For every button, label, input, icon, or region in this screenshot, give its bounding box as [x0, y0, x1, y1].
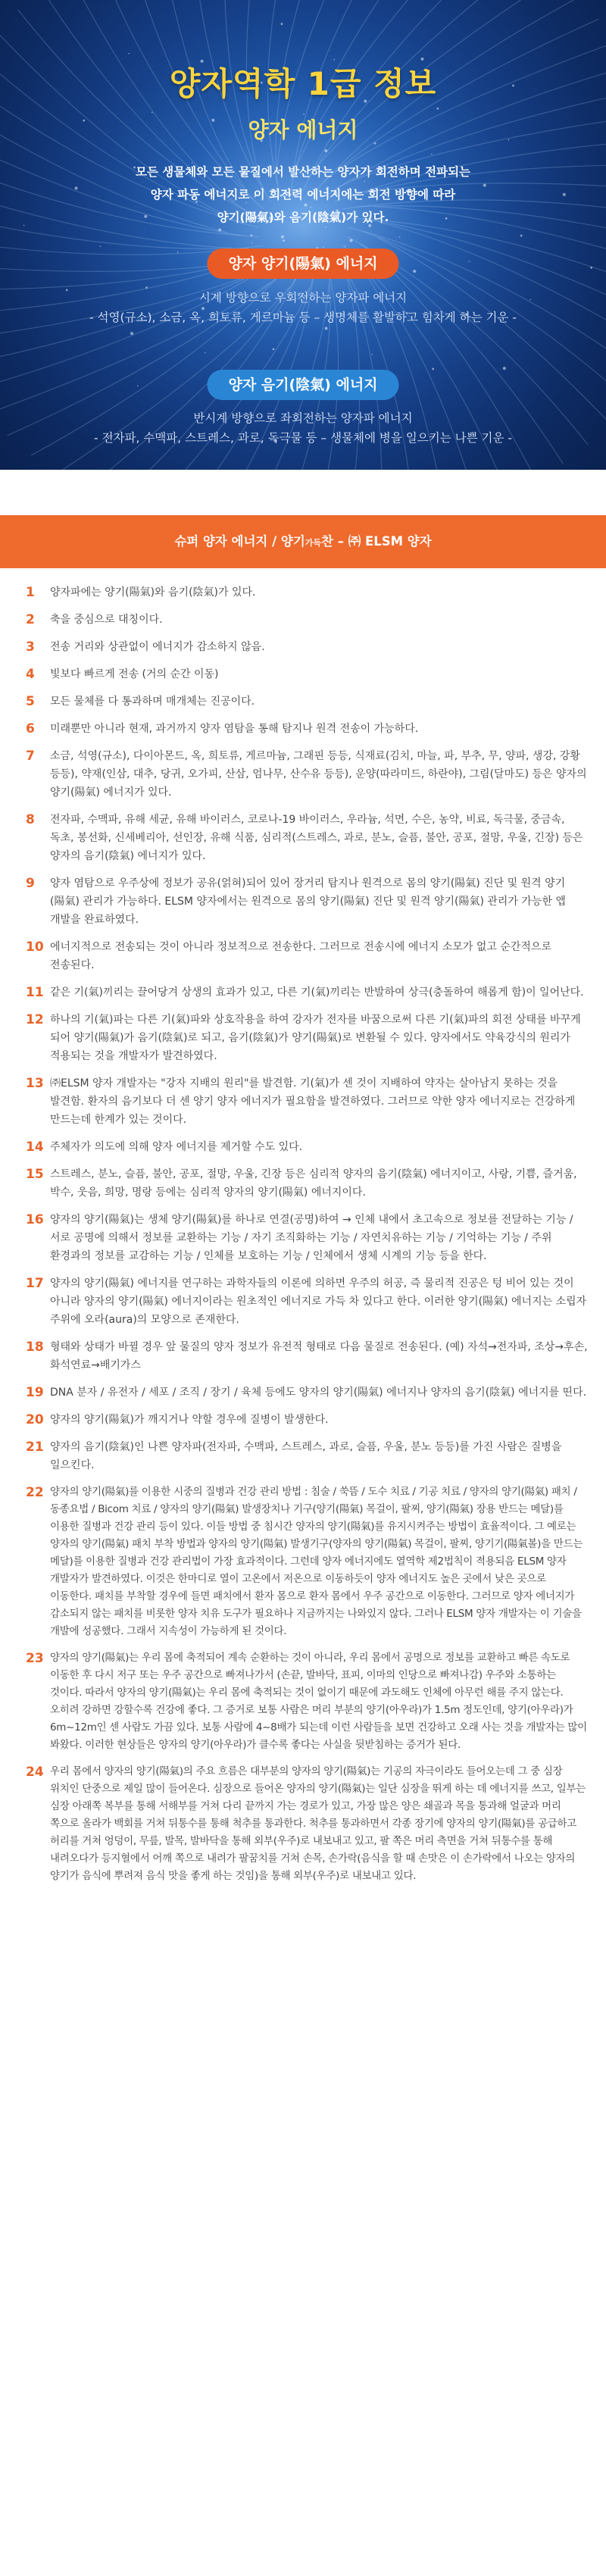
item-number: 8 — [26, 812, 35, 827]
banner-text-prefix: 슈퍼 양자 에너지 / 양기 — [174, 534, 305, 549]
item-text: 양자 염탐으로 우주상에 정보가 공유(얽혀)되어 있어 장거리 탐지나 원격으로 몸의 양기(陽氣) 진단 및 원격 양기(陽氣) 관리가 가능하다. ELSM 양자에서는 원격으로 몸의 양기(陽氣) 진단 및 원격 양기(陽氣) 관리가 가능한 앱 개발을 완료하였다. — [50, 877, 566, 926]
yang-description-line: - 석영(규소), 소금, 옥, 희토류, 게르마늄 등 – 생명체를 활발하고 힘차게 하는 기운 - — [89, 311, 517, 324]
sparkle-dot — [399, 236, 401, 238]
sparkle-dot — [349, 239, 352, 242]
list-item — [17, 1411, 592, 1429]
hero-description-line: 모든 생물체와 모든 물질에서 발산하는 양자가 회전하며 전파되는 — [135, 165, 471, 179]
eum-description-line: - 전자파, 수맥파, 스트레스, 과로, 독극물 등 – 생물체에 병을 일으키는 나쁜 기운 - — [94, 431, 512, 445]
list-item — [17, 1011, 592, 1065]
item-text: 양자의 양기(陽氣)는 생체 양기(陽氣)를 하나로 연결(공명)하여 → 인체 내에서 초고속으로 정보를 전달하는 기능 / 서로 공명에 의해서 정보를 교환하는 기능 / 자기 조직화하는 기능 / 자연치유하는 기능 / 기억하는 기능 / 주위 환경과의 정보를 교감하는 기능 / 인체를 보호하는 기능 / 인체에서 생체 시계의 기능 등을 한다. — [50, 1214, 573, 1262]
sparkle-dot — [273, 348, 275, 350]
item-number: 20 — [26, 1412, 44, 1427]
item-text: 같은 기(氣)끼리는 끌어당겨 상생의 효과가 있고, 다른 기(氣)끼리는 반발하여 상극(충돌하여 해롭게 함)이 일어난다. — [50, 986, 584, 999]
item-number: 11 — [26, 985, 44, 1000]
item-text: 형태와 상태가 바뀔 경우 앞 물질의 양자 정보가 유전적 형태로 다음 물질로 전송된다. (예) 자석→전자파, 조상→후손, 화석연료→배기가스 — [50, 1341, 588, 1371]
sparkle-dot — [324, 149, 327, 152]
item-number: 2 — [26, 612, 35, 627]
list-item — [17, 1338, 592, 1374]
eum-energy-description — [30, 408, 576, 448]
page-title: 양자역학 1급 정보 — [169, 65, 437, 102]
list-item — [17, 1274, 592, 1329]
list-item — [17, 811, 592, 865]
item-text: 축을 중심으로 대칭이다. — [50, 614, 163, 626]
item-number: 5 — [26, 694, 35, 709]
item-text: 양자의 양기(陽氣)가 깨지거나 약할 경우에 질병이 발생한다. — [50, 1414, 329, 1426]
sparkle-dot — [281, 23, 283, 25]
item-number: 24 — [26, 1765, 44, 1780]
list-item — [17, 1138, 592, 1156]
banner-text-small: 가득 — [305, 538, 322, 548]
sparkle-dot — [520, 235, 523, 237]
sparkle-dot — [371, 354, 373, 355]
hero-description-line: 양기(陽氣)와 음기(陰氣)가 있다. — [217, 211, 389, 224]
sparkle-dot — [283, 239, 285, 242]
list-item — [17, 983, 592, 1002]
eum-description-line: 반시계 방향으로 좌회전하는 양자파 에너지 — [193, 411, 413, 425]
sparkle-dot — [177, 252, 179, 253]
item-number: 16 — [26, 1212, 44, 1227]
facts-list — [17, 583, 592, 1894]
item-number: 17 — [26, 1276, 44, 1291]
item-text: 전송 거리와 상관없이 에너지가 감소하지 않음. — [50, 641, 265, 653]
list-item — [17, 665, 592, 683]
sparkle-dot — [130, 332, 133, 335]
item-text: 주체자가 의도에 의해 양자 에너지를 제거할 수도 있다. — [50, 1141, 303, 1153]
list-item — [17, 1165, 592, 1202]
list-item — [17, 874, 592, 929]
item-text: 우리 몸에서 양자의 양기(陽氣)의 주요 흐름은 대부분의 양자의 양기(陽氣)는 기공의 자극이라도 들어오는데 그 중 심장 위치인 단중으로 제일 많이 들어온다. 심장으로 들어온 양자의 양기(陽氣)는 일단 심장을 뛰게 하는 데 에너지를 쓰고, 일부는 심장 아래쪽 복부를 통해 서해부를 거쳐 다리 끝까지 가는 경로가 있고, 가장 많은 양은 쇄골과 목을 통과해 얼굴과 머리 쪽으로 올라가 백회를 거쳐 뒤통수를 통해 척추를 통과한다. 척추를 통과하면서 각종 장기에 양자의 양기(陽氣)를 공급하고 허리를 거쳐 엉덩이, 무릎, 발목, 발바닥을 통해 외부(우주)로 내보내고 있고, 팔 쪽은 머리 측면을 거쳐 뒤통수를 통해 내려오다가 등지혈에서 어깨 쪽으로 내려가 팔꿈치를 거쳐 손목, 손가락(음식을 할 때 손맛은 이 손가락에서 나오는 양자의 양기가 음식에 뿌려져 음식 맛을 좋게 하는 것임)을 통해 외부(우주)로 내보내고 있다. — [50, 1765, 586, 1882]
item-text: 소금, 석영(규소), 다이아몬드, 옥, 희토류, 게르마늄, 그래핀 등등, 식재료(김치, 마늘, 파, 부추, 무, 양파, 생강, 강황 등등), 약재(인삼, 대추, 당귀, 오가피, 산삼, 엄나무, 산수유 등등), 운양(따라미드, 하란야), 그림(달마도) 등은 양자의 양기(陽氣) 에너지가 있다. — [50, 750, 587, 799]
hero-description — [83, 161, 523, 229]
item-number: 19 — [26, 1385, 44, 1400]
item-text: 하나의 기(氣)파는 다른 기(氣)파와 상호작용을 하여 강자가 전자를 바꿈으로써 다른 기(氣)파의 회전 상태를 바꾸게 되어 양기(陽氣)가 음기(陰氣)로 되고, 음기(陰氣)가 양기(陽氣)로 변환될 수 있다. 양자에서도 약육강식의 원리가 적용되는 것을 개발자가 발견하였다. — [50, 1014, 581, 1062]
item-text: 양자의 음기(陰氣)인 나쁜 양자파(전자파, 수맥파, 스트레스, 과로, 슬픔, 우울, 분노 등등)를 가진 사람은 질병을 일으킨다. — [50, 1441, 562, 1471]
sparkle-dot — [128, 53, 130, 55]
item-text: 양자의 양기(陽氣)는 우리 몸에 축적되어 계속 순환하는 것이 아니라, 우리 몸에서 공명으로 정보를 교환하고 빠른 속도로 이동한 후 다시 저구 또는 우주 공간으로 빠져나가서 (손끝, 발바닥, 표피, 이마의 인당으로 빠져나감) 우주와 소통하는 것이다. 따라서 양자의 양기(陽氣)는 우리 몸에 축적되는 것이 없이기 때문에 과도해도 인체에 아무런 해를 주지 않는다. 오히려 강하면 강할수록 건강에 좋다. 그 증거로 보통 사람은 머리 부분의 양기(아우라)가 1.5m 정도인데, 양기(아우라)가 6m~12m인 센 사람도 가끔 있다. 보통 사람에 4~8배가 되는데 이런 사람들을 보면 건강하고 오래 사는 것을 개발자는 많이 봐왔다. 이러한 현상들은 양자의 양기(아우라)가 클수록 좋다는 사실을 뒷받침하는 증거가 된다. — [50, 1652, 587, 1751]
sparkle-dot — [323, 246, 324, 248]
sparkle-dot — [590, 267, 592, 269]
list-item — [17, 1483, 592, 1640]
section-banner — [0, 515, 606, 568]
sparkle-dot — [251, 234, 253, 236]
list-item — [17, 1383, 592, 1402]
item-number: 4 — [26, 667, 35, 682]
item-text: 미래뿐만 아니라 현재, 과거까지 양자 염탐을 통해 탐지나 원격 전송이 가능하다. — [50, 723, 419, 735]
item-text: ㈜ELSM 양자 개발자는 "강자 지배의 원리"를 발견함. 기(氣)가 센 것이 지배하여 약자는 살아남지 못하는 것을 발견함. 환자의 음기보다 더 센 양기 양자 에너지가 필요함을 발견하였다. 그러므로 약한 양자 에너지로는 건강하게 만드는데 한계가 있는 것이다. — [50, 1077, 576, 1126]
list-item — [17, 1211, 592, 1265]
item-text: 양자의 양기(陽氣) 에너지를 연구하는 과학자들의 이론에 의하면 우주의 허공, 즉 물리적 진공은 텅 비어 있는 것이 아니라 양자의 양기(陽氣) 에너지이라는 원초적인 에너지로 가득 차 있다고 한다. 이러한 양기(陽氣) 에너지는 소립자 주위에 오라(aura)의 모양으로 존재한다. — [50, 1277, 587, 1326]
list-item — [17, 720, 592, 738]
sparkle-dot — [23, 225, 25, 227]
item-number: 3 — [26, 639, 35, 655]
banner-text-suffix: 찬 – ㈜ ELSM 양자 — [321, 534, 432, 549]
sparkle-dot — [100, 245, 102, 247]
sparkle-dot — [413, 270, 416, 273]
item-number: 10 — [26, 939, 44, 955]
item-text: 양자의 양기(陽氣)를 이용한 시중의 질병과 건강 관리 방법 : 침술 / 쑥뜸 / 도수 치료 / 기공 치료 / 양자의 양기(陽氣) 패치 / 동종요법 / Bicom 치료 / 양자의 양기(陽氣) 발생장치나 기구(양기(陽氣) 목걸이, 팔찌, 양기(陽氣) 장용 반드는 메달)를 이용한 질병과 건강 관리 등이 있다. 이들 방법 중 침시간 양자의 양기(陽氣)를 유지시켜주는 방법이 효율적이다. 그 예로는 양자의 양기(陽氣) 패치 부착 방법과 양자의 양기(陽氣) 발생기구(양자의 양기(陽氣) 목걸이, 팔찌, 양기기(陽氣볼)을 만드는 메달)를 이용한 질병과 건강 관리법이 가장 효과적이다. 그런데 양자 에너지에도 열역학 제2법칙이 적용되음 ELSM 양자 개발자가 발견하였다. 이것은 한마디로 열이 고온에서 저온으로 이동하듯이 양자 에너지도 높은 곳에서 낮은 곳으로 이동한다. 패치를 부착할 경우에 들면 패치에서 환자 몸으로 환자 몸에서 우주 공간으로 이동한다. 그러므로 양자 에너지가 감소되지 않는 패치를 비롯한 양자 치유 도구가 필요하나 지금까지는 나와있지 않다. 그러나 ELSM 양자 개발자는 이 기술을 개발에 성공했다. 그래서 지속성이 가능하게 된 것이다. — [50, 1486, 583, 1637]
list-item — [17, 611, 592, 629]
item-number: 6 — [26, 721, 35, 736]
yang-energy-badge: 양자 양기(陽氣) 에너지 — [207, 249, 398, 279]
item-number: 9 — [26, 876, 35, 891]
list-item — [17, 638, 592, 656]
item-text: 스트레스, 분노, 슬픔, 불안, 공포, 절망, 우울, 긴장 등은 심리적 양자의 음기(陰氣) 에너지이고, 사랑, 기쁨, 즐거움, 박수, 웃음, 희망, 명랑 등에는 심리적 양자의 양기(陽氣) 에너지이다. — [50, 1168, 577, 1199]
list-item — [17, 1763, 592, 1885]
sparkle-dot — [469, 261, 470, 262]
list-item — [17, 1649, 592, 1754]
sparkle-dot — [436, 108, 439, 110]
item-number: 21 — [26, 1440, 44, 1455]
sparkle-dot — [563, 193, 566, 196]
list-item — [17, 938, 592, 974]
hero-banner — [0, 0, 606, 470]
sparkle-dot — [205, 352, 206, 354]
sparkle-dot — [152, 112, 153, 114]
hero-description-line: 양자 파동 에너지로 이 회전력 에너지에는 회전 방향에 따라 — [150, 188, 456, 202]
sparkle-dot — [345, 245, 346, 247]
item-number: 22 — [26, 1485, 44, 1500]
sparkle-dot — [137, 386, 139, 387]
list-item — [17, 1438, 592, 1474]
item-number: 1 — [26, 585, 35, 600]
item-number: 12 — [26, 1012, 44, 1027]
item-number: 14 — [26, 1140, 44, 1155]
item-text: 빛보다 빠르게 전송 (거의 순간 이동) — [50, 668, 219, 680]
sparkle-dot — [503, 367, 506, 370]
sparkle-dot — [218, 228, 221, 231]
yang-description-line: 시계 방향으로 우회전하는 양자파 에너지 — [198, 291, 408, 305]
list-item — [17, 583, 592, 602]
list-item — [17, 747, 592, 802]
sparkle-dot — [281, 236, 284, 239]
sparkle-dot — [251, 242, 253, 244]
list-item — [17, 692, 592, 711]
item-number: 7 — [26, 749, 35, 764]
item-text: 모든 물체를 다 통과하며 매개체는 진공이다. — [50, 696, 255, 708]
eum-energy-badge: 양자 음기(陰氣) 에너지 — [207, 370, 398, 400]
item-number: 15 — [26, 1167, 44, 1182]
item-text: 에너지적으로 전송되는 것이 아니라 정보적으로 전송한다. 그러므로 전송시에 에너지 소모가 없고 순간적으로 전송된다. — [50, 941, 551, 971]
sparkle-dot — [75, 186, 78, 189]
yang-energy-description — [30, 288, 576, 327]
item-text: DNA 분자 / 유전자 / 세포 / 조직 / 장기 / 육체 등에도 양자의 양기(陽氣) 에너지나 양자의 음기(陰氣) 에너지를 띤다. — [50, 1386, 587, 1399]
item-text: 양자파에는 양기(陽氣)와 음기(陰氣)가 있다. — [50, 586, 256, 599]
item-text: 전자파, 수맥파, 유해 세균, 유해 바이러스, 코로나-19 바이러스, 우라늄, 석면, 수은, 농약, 비료, 독극물, 중금속, 독초, 봉선화, 신세베리아, 선인장, 유해 식품, 심리적(스트레스, 과로, 분노, 슬픔, 불안, 공포, 절망, 우울, 긴장) 등은 양자의 음기(陰氣) 에너지가 있다. — [50, 814, 583, 862]
item-number: 18 — [26, 1340, 44, 1355]
page-subtitle: 양자 에너지 — [248, 117, 358, 142]
item-number: 13 — [26, 1076, 44, 1091]
item-number: 23 — [26, 1651, 44, 1666]
sparkle-dot — [431, 153, 433, 155]
sparkle-dot — [432, 367, 434, 370]
list-item — [17, 1074, 592, 1129]
